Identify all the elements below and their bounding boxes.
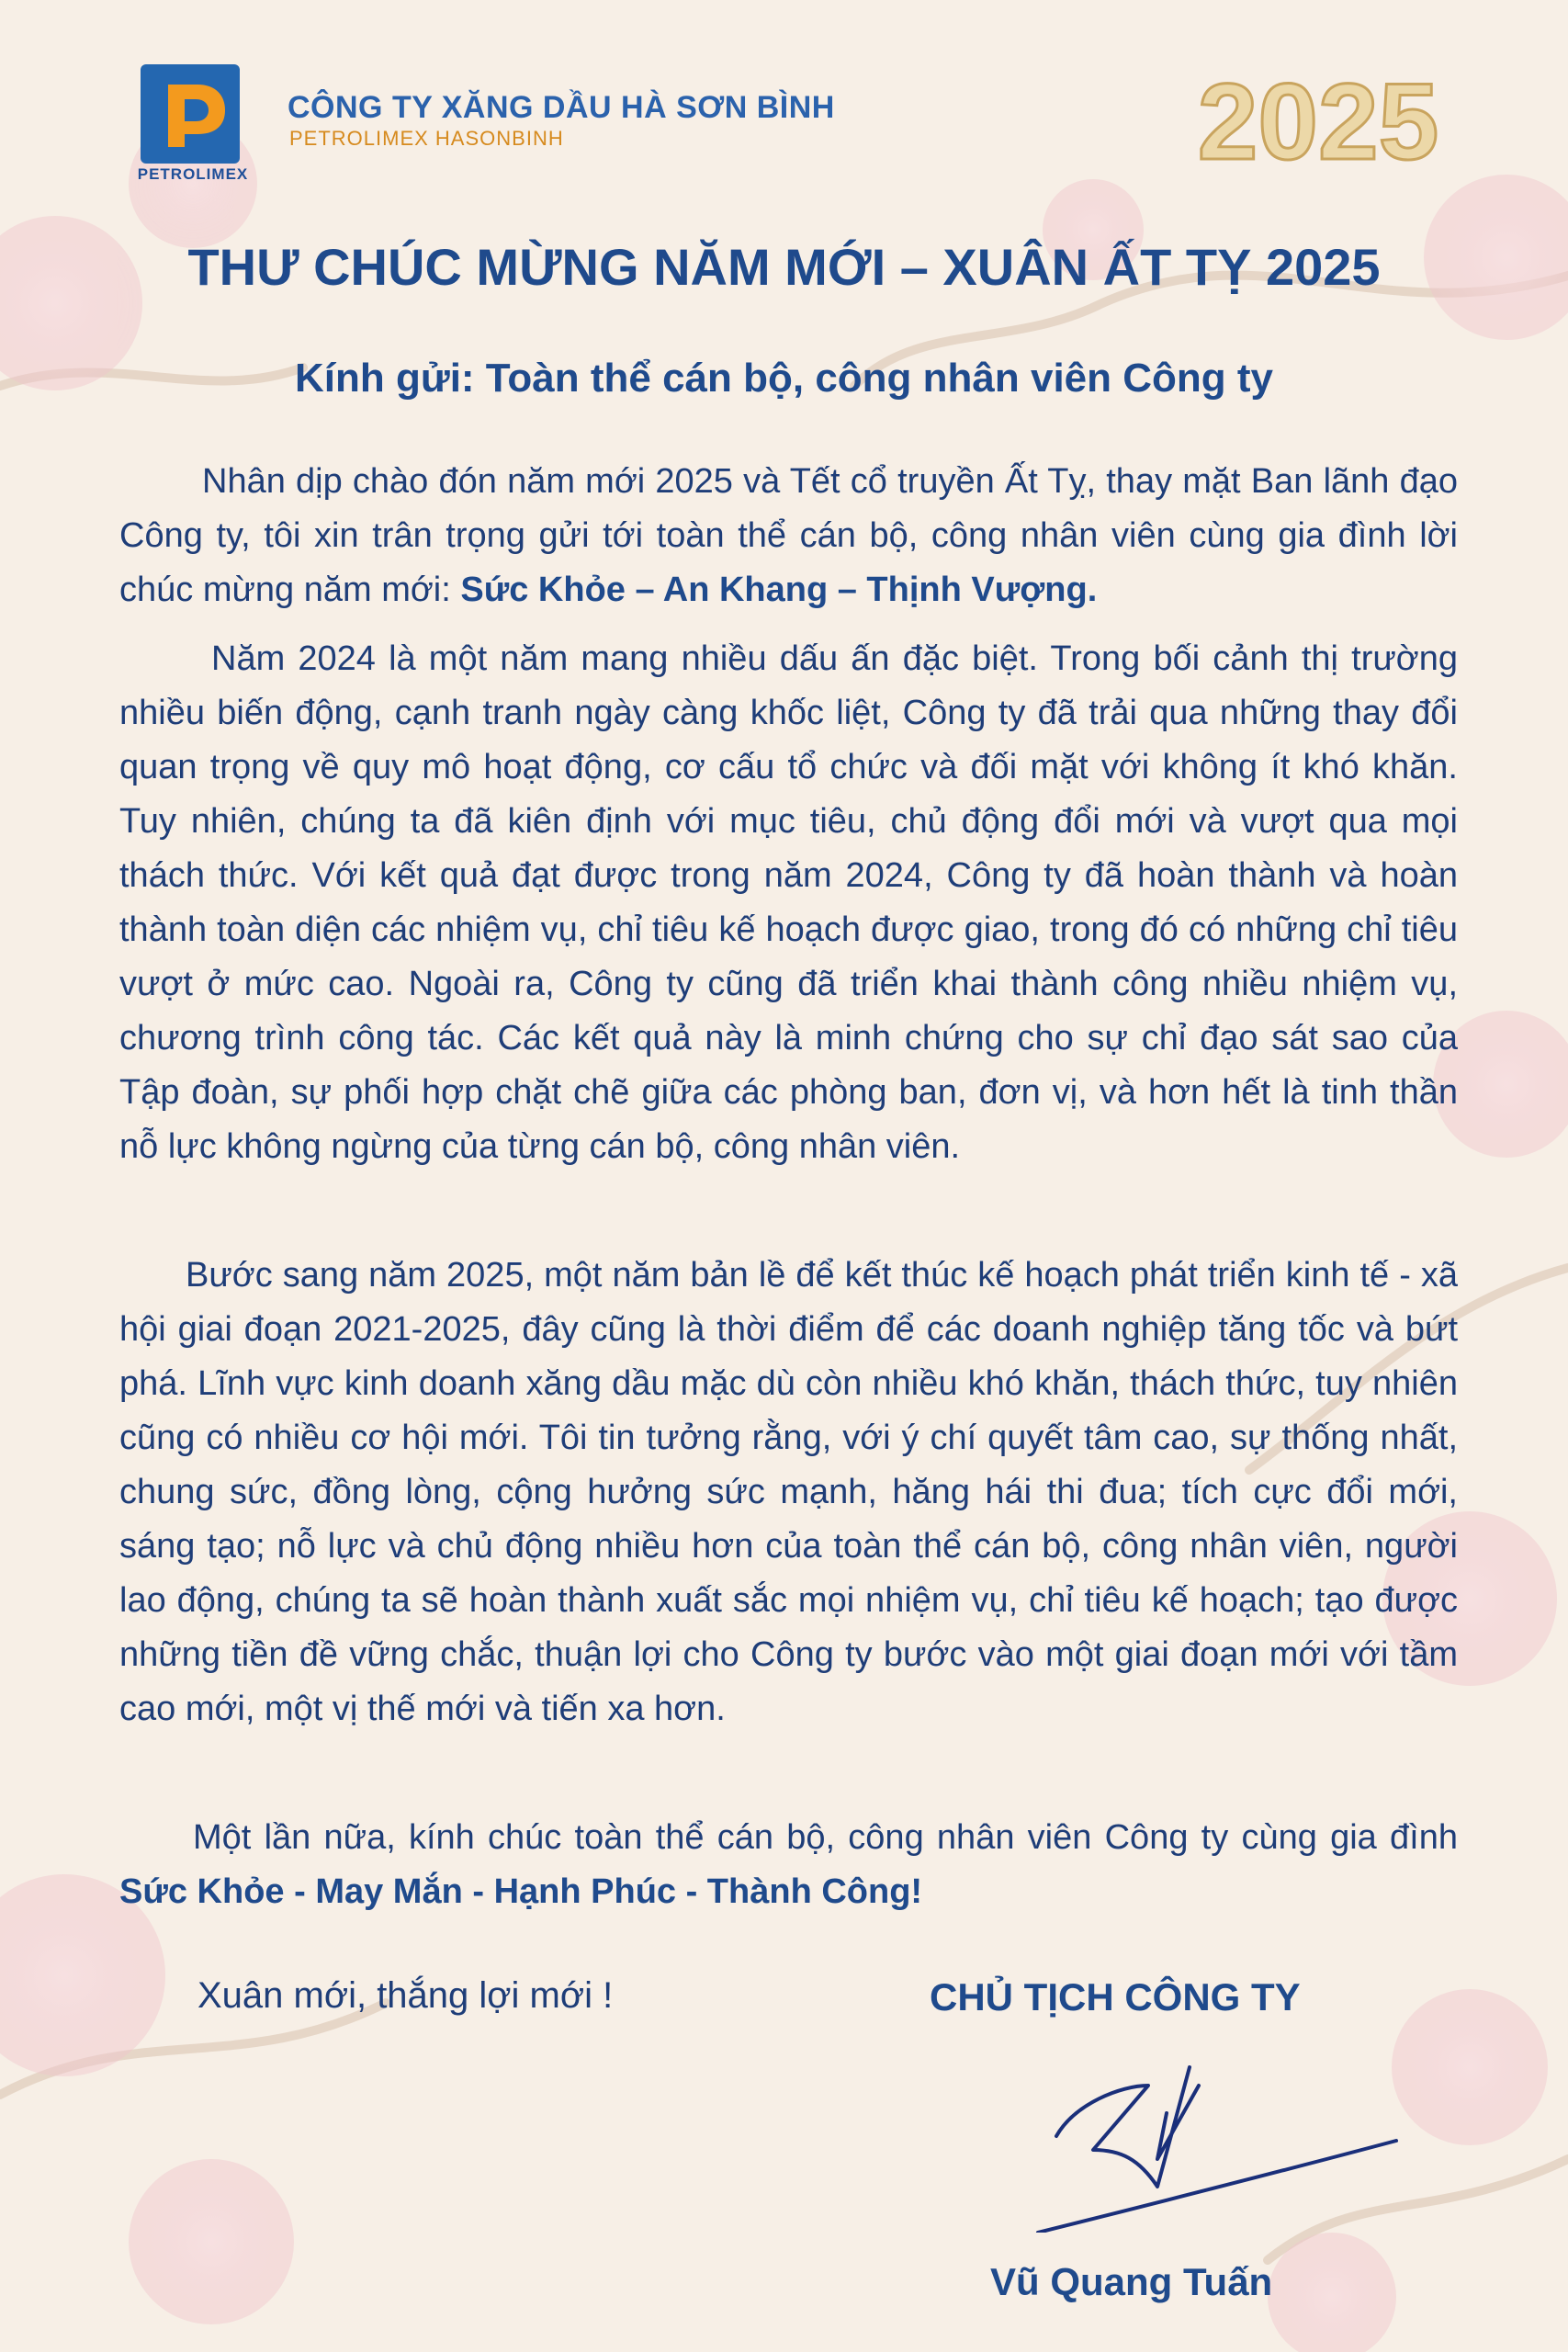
paragraph-2024-review: Năm 2024 là một năm mang nhiều dấu ấn đặc biệt. Trong bối cảnh thị trường nhiều biến động, cạnh tranh ngày càng khốc liệt, Công ty đã trải qua những thay đổi quan trọng về quy mô hoạt động, cơ cấu tổ chức và đối mặt với không ít khó khăn. Tuy nhiên, chúng ta đã kiên định với mục tiêu, chủ động đổi mới và vượt qua mọi thách thức. Với kết quả đạt được trong năm 2024, Công ty đã hoàn thành và hoàn thành toàn diện các nhiệm vụ, chỉ tiêu kế hoạch được giao, trong đó có những chỉ tiêu vượt ở mức cao. Ngoài ra, Công ty cũng đã triển khai thành công nhiều nhiệm vụ, chương trình công tác. Các kết quả này là minh chứng cho sự chỉ đạo sát sao của Tập đoàn, sự phối hợp chặt chẽ giữa các phòng ban, đơn vị, và hơn hết là tinh thần nỗ lực không ngừng của từng cán bộ, công nhân viên. — [119, 639, 1458, 1166]
letter-recipient: Kính gửi: Toàn thể cán bộ, công nhân viên Công ty — [294, 356, 1274, 401]
company-subtitle: PETROLIMEX HASONBINH — [289, 127, 564, 150]
closing-line: Xuân mới, thắng lợi mới ! — [197, 1975, 614, 2016]
year-2025-badge — [1180, 51, 1456, 188]
paragraph-2025-outlook: Bước sang năm 2025, một năm bản lề để kết thúc kế hoạch phát triển kinh tế - xã hội giai đoạn 2021-2025, đây cũng là thời điểm để các doanh nghiệp tăng tốc và bứt phá. Lĩnh vực kinh doanh xăng dầu mặc dù còn nhiều khó khăn, thách thức, tuy nhiên cũng có nhiều cơ hội mới. Tôi tin tưởng rằng, với ý chí quyết tâm cao, sự thống nhất, chung sức, đồng lòng, cộng hưởng sức mạnh, hăng hái thi đua; tích cực đổi mới, sáng tạo; nỗ lực và chủ động nhiều hơn của toàn thể cán bộ, công nhân viên, người lao động, chúng ta sẽ hoàn thành xuất sắc mọi nhiệm vụ, chỉ tiêu kế hoạch; tạo được những tiền đề vững chắc, thuận lợi cho Công ty bước vào một giai đoạn mới với tầm cao mới, một vị thế mới và tiến xa hơn. — [119, 1256, 1458, 1728]
signer-title: CHỦ TỊCH CÔNG TY — [930, 1975, 1301, 2018]
signer-name: Vũ Quang Tuấn — [990, 2260, 1273, 2303]
letter-title: THƯ CHÚC MỪNG NĂM MỚI – XUÂN ẤT TỴ 2025 — [187, 238, 1381, 296]
petrolimex-logo — [115, 57, 271, 195]
company-name: CÔNG TY XĂNG DẦU HÀ SƠN BÌNH — [288, 90, 835, 125]
logo-wordmark: PETROLIMEX — [137, 165, 249, 183]
svg-text:2025: 2025 — [1197, 62, 1439, 183]
handwritten-signature — [1020, 2049, 1405, 2233]
paragraph-greeting: Nhân dịp chào đón năm mới 2025 và Tết cổ truyền Ất Tỵ, thay mặt Ban lãnh đạo Công ty, tôi xin trân trọng gửi tới toàn thể cán bộ, công nhân viên cùng gia đình lời chúc mừng năm mới: Sức Khỏe – An Khang – Thịnh Vượng. — [119, 462, 1458, 609]
paragraph-final-wishes: Một lần nữa, kính chúc toàn thể cán bộ, công nhân viên Công ty cùng gia đình Sức Khỏe - May Mắn - Hạnh Phúc - Thành Công! — [119, 1818, 1458, 1911]
